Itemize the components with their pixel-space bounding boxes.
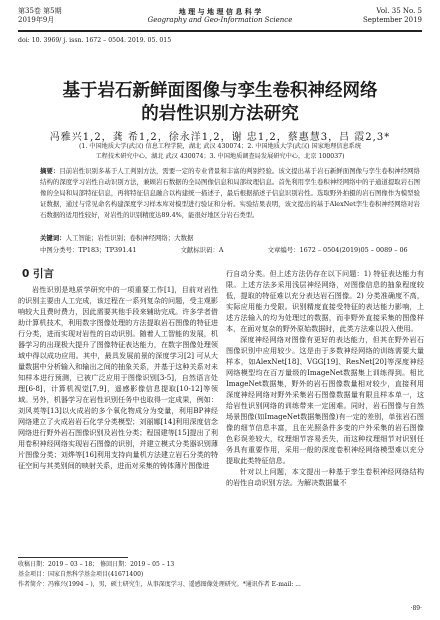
keywords (40, 233, 420, 244)
footnotes (18, 560, 422, 590)
author-list: 冯雅兴1,2，龚 希1,2，徐永洋1,2，谢 忠1,2，蔡惠慧3，吕 霞2,3* (49, 132, 391, 143)
author-bio: 作者简介：冯雅兴(1994 – )，男，硕士研究生，从事深度学习、遥感图像处理研究。*通讯作者 E-mail: ... (18, 581, 301, 588)
journal-name (18, 7, 422, 25)
issue-date-en: September 2019 (362, 16, 422, 24)
right-column (226, 268, 424, 552)
right-paragraph-1: 行自动分类。但上述方法仍存在以下问题：1) 特征表达能力有限。上述方法多采用浅层神经网络，对图像信息的抽象程度较低，提取的特征难以充分表达岩石图像。2) 分类准确度不高，实际应用能力受限。识别精度直接受特征的表达能力影响，上述方法输入的均为处理过的数据，而非野外直接采集的图像样本，在面对复杂的野外原始数据时，此类方法难以投入使用。 (226, 269, 424, 333)
article-number: 文章编号：1672 – 0504(2019)05 – 0089 – 06 (267, 246, 408, 254)
keywords-label: 关键词： (40, 234, 66, 242)
right-paragraph-2: 深度神经网络对图像有更好的表达能力，但其在野外岩石图像识别中应用较少。这是由于多数神经网络的训练需要大量样本，如AlexNet[18]、VGG[19]、ResNet[20]等深度神经网络模型均在百万量级的ImageNet数据集上训练得到。相比ImageNet数据集，野外的岩石图像数量相对较少，直接利用深度神经网络对野外采集岩石图像数据量有限且样本单一，这给岩性识别网络的训练带来一定困难。同时，岩石图像与自然场景图像(如ImageNet数据集图像)有一定的差别，单张岩石图像的细节信息丰富，且在光照条件多变的户外采集的岩石图像色彩误差较大，纹理细节容易丢失，而这种纹理细节对识别任务具有重要作用，采用一般的深度卷积神经网络模型难以充分提取此类特征信息。 (226, 335, 424, 465)
journal-header (18, 7, 422, 29)
keywords-text: 人工智能；岩性识别；卷积神经网络；大数据 (65, 234, 194, 242)
clc-number: 中图分类号：TP183；TP391.41 (40, 246, 137, 254)
title-line-2: 的岩性识别方法研究 (141, 104, 299, 124)
left-paragraph-1: 岩性识别是地质学研究中的一项重要工作[1]，目前对岩性的识别主要由人工完成，该过程在一系列复杂的问题，受主观影响较大且费时费力，因此需要其他手段来辅助完成。许多学者借助计算机技术，利用数字图像处理的方法提取岩石图像的特征进行分类，进而实现对岩性的自动识别。随着人工智能的发展，机器学习的出现极大提升了图像特征表达能力，在数字图像处理领域中得以成功应用。其中，最具发展前景的深度学习[2] 可从大量数据中分析输入和输出之间的抽象关系，并基于这种关系对未知样本进行预测，已被广泛应用于图像识别[3-5]，自然语言处理[6-8]，计算机视觉[7,9]，遥感影像信息提取[10-12]等领域。另外，机器学习在岩性识别任务中也取得一定成果，例如：刘风英等[13]以火成岩的多个氧化物成分为变量，利用BP神经网络建立了火成岩岩石化学分类模型；刘丽娜[14]利用深度信念网络进行野外岩石图像识别及岩性分类；程国建等[15]提出了利用卷积神经网络实现岩石图像的识别，并建立模式分类器识别薄片图像分类；刘烨等[16]利用支持向量机方法建立岩石分类的特征空间与其类别间的映射关系，进而对采集的铸体薄片图像进 (18, 285, 218, 470)
footnote-rule (18, 557, 128, 558)
affiliation-line-2: 工程技术研究中心，湖北 武汉 430074；3. 中国地质调查局发展研究中心，北京 100037) (95, 153, 345, 160)
doi: doi: 10. 3969/ j. issn. 1672 – 0504. 2019. 05. 015 (18, 37, 172, 44)
journal-name-en: Geography and Geo-Information Science (147, 16, 293, 24)
journal-name-cn: 地 理 与 地 理 信 息 科 学 (178, 7, 262, 16)
right-paragraph-3: 针对以上问题，本文提出一种基于孪生卷积神经网络结构的岩性自动识别方法。为解决数据量不 (226, 467, 424, 487)
volume-issue: 第35卷 第5期 (18, 7, 62, 15)
classification-line (40, 245, 420, 256)
abstract-text: 目前岩性识别多基于人工判别方法，需要一定的专业背景和丰富的判别经验。该文提出基于岩石新鲜面图像与孪生卷积神经网络结构的深度学习岩性自动识别方法，兼顾岩石数据的全局图像信息和局部纹理信息。首先利用孪生卷积神经网络中的子通道提取岩石图像的全局和局部特征信息，再将特征信息融合以构建统一描述子，最后根据描述子信息识别岩性。选取野外拍摄的岩石图像作为模型验证数据，通过与常见命名构建深度学习样本库对模型进行验证和分析。实验结果表明，该文提出的基于AlexNet孪生卷积神经网络对岩石数据的适用性较好，对岩性的识别精度达89.4%，能很好地区分岩石类型。 (40, 167, 421, 219)
fund-info: 基金项目：国家自然科学基金项目(41671400) (18, 571, 144, 578)
issue-info-en (363, 7, 422, 25)
volume-issue-en: Vol. 35 No. 5 (376, 7, 422, 15)
title-line-1: 基于岩石新鲜面图像与孪生卷积神经网络 (62, 81, 378, 101)
received-date: 收稿日期：2019 – 03 – 18； 修回日期：2019 – 05 – 13 (18, 561, 175, 568)
left-column (18, 284, 218, 552)
header-rule (18, 30, 422, 32)
issue-date: 2019年9月 (18, 16, 55, 24)
article-title (0, 80, 440, 126)
abstract-label: 摘要： (40, 167, 60, 175)
section-heading: 0 引言 (22, 268, 54, 280)
affiliation-line-1: (1. 中国地质大学(武汉) 信息工程学院，湖北 武汉 430074；2. 中国地质大学(武汉) 国家地理信息系统 (78, 143, 362, 150)
page-number: ·89· (410, 605, 422, 612)
affiliations (0, 142, 440, 162)
document-code: 文献标识码：A (180, 246, 224, 254)
abstract (40, 166, 420, 221)
